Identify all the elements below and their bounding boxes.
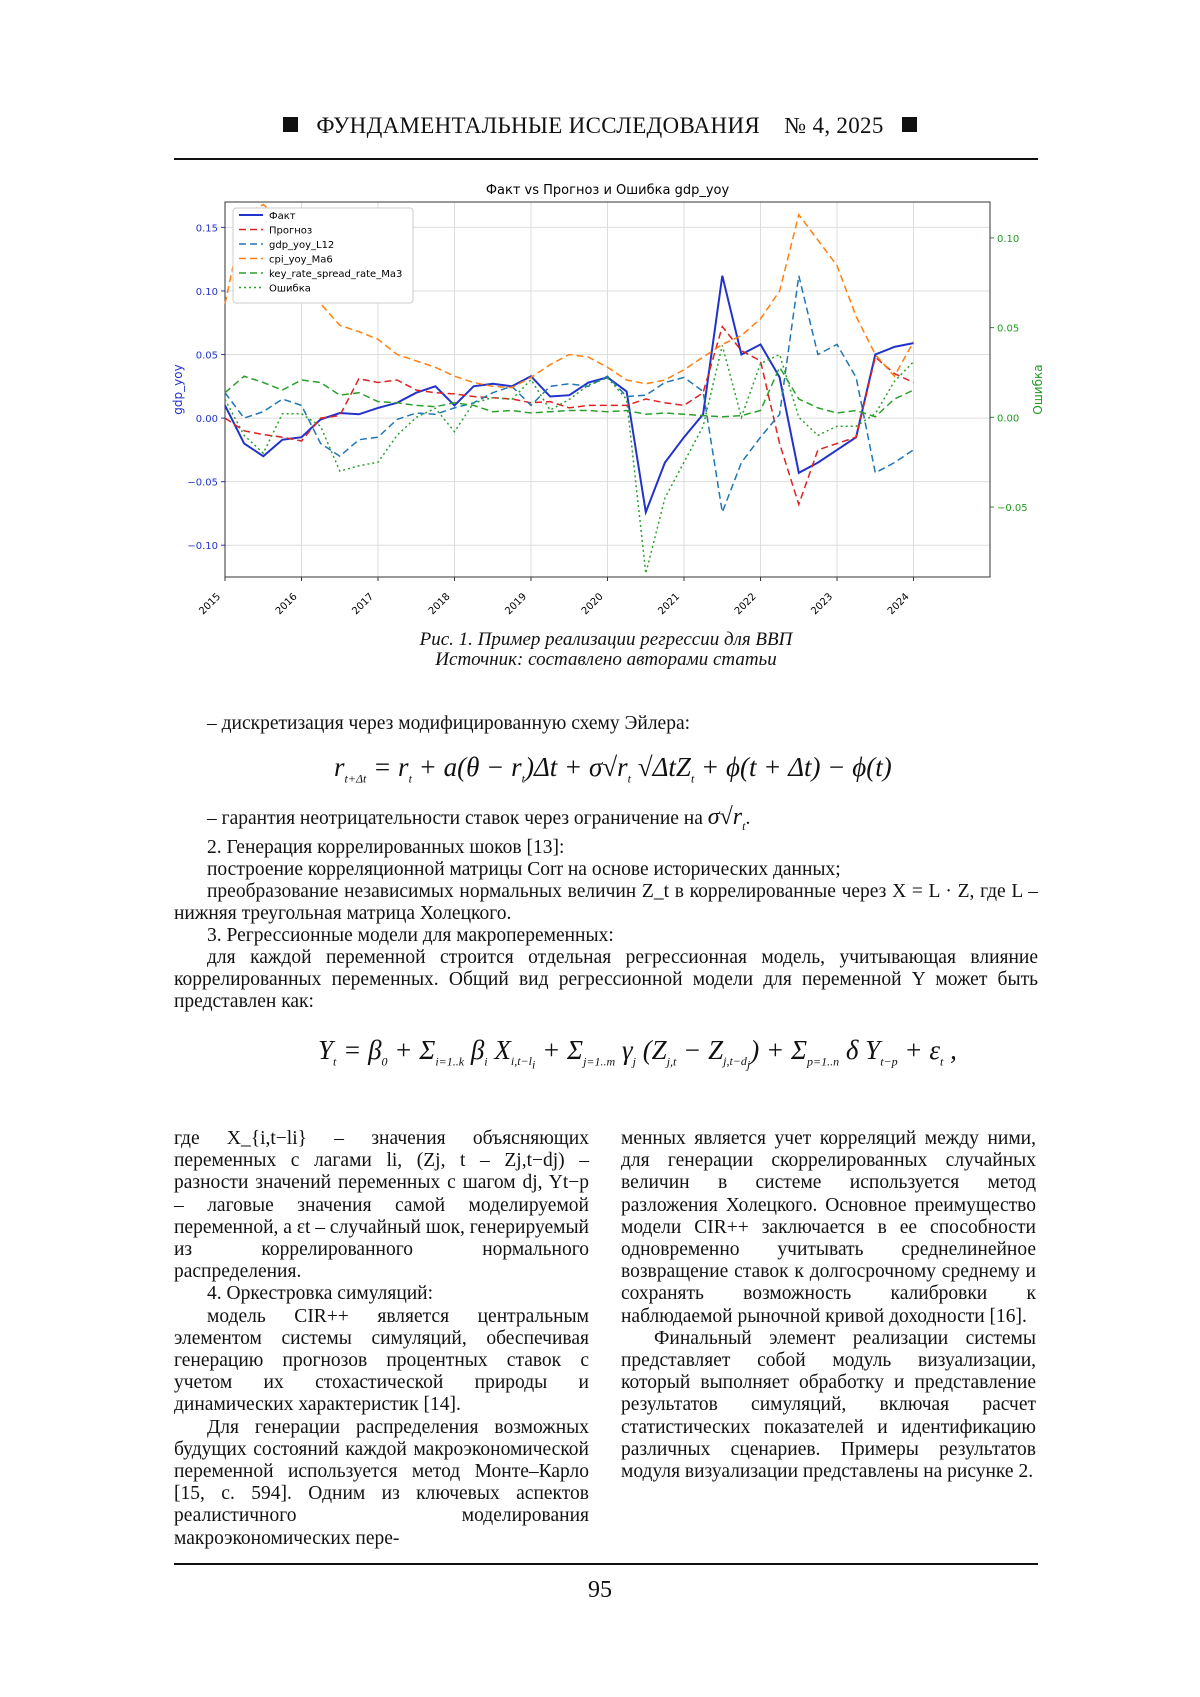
y-tick-label-right: 0.10 <box>997 233 1020 245</box>
col-paragraph: 4. Оркестровка симуляций: <box>207 1283 434 1305</box>
y-tick-label-left: 0.00 <box>195 414 218 426</box>
text-line: построение корреляционной матрицы Corr на основе исторических данных; <box>207 858 841 880</box>
chart-title: Факт vs Прогноз и Ошибка gdp_yoy <box>485 183 730 198</box>
legend-label: cpi_yoy_Ma6 <box>269 254 333 266</box>
figure-caption: Рис. 1. Пример реализации регрессии для ВВП <box>419 629 793 650</box>
text-line: для каждой переменной строится отдельная регрессионная модель, учитывающая влияние коррелированных переменных. Общий вид регрессионной модели для переменной Y может быть представлен как: <box>174 946 1038 1012</box>
y-tick-label-right: 0.00 <box>997 413 1020 425</box>
col-paragraph: менных является учет корреляций между ними, для генерации скоррелированных случайных величин в системе используется метод разложения Холецкого. Основное преимущество модели CIR++ заключается в ее способности одновременно учитывать среднелинейное возвращение ставок к долгосрочному среднему и сохранять возможность калибровки к наблюдаемой рыночной кривой доходности [16]. <box>621 1128 1036 1327</box>
y-tick-label-left: 0.15 <box>195 223 218 235</box>
y-tick-label-right: −0.05 <box>997 503 1028 515</box>
left-column <box>174 1128 589 1550</box>
x-tick-label: 2024 <box>885 591 912 618</box>
col-paragraph: Финальный элемент реализации системы представляет собой модуль визуализации, который выполняет обработку и представление результатов симуляций, включая расчет статистических показателей и идентификацию различных сценариев. Примеры результатов модуля визуализации представлены на рисунке 2. <box>621 1327 1036 1483</box>
x-tick-label: 2018 <box>426 591 453 618</box>
legend-label: key_rate_spread_rate_Ma3 <box>269 269 403 280</box>
journal-header <box>0 113 1200 139</box>
series-line-1 <box>225 327 914 505</box>
legend-label: Ошибка <box>269 283 311 295</box>
y-axis-label-left: gdp_yoy <box>171 364 185 415</box>
regression-chart <box>160 172 1045 618</box>
text-line: 3. Регрессионные модели для макропеременных: <box>207 924 614 946</box>
right-column <box>621 1128 1036 1483</box>
text-line: 2. Генерация коррелированных шоков [13]: <box>207 836 565 858</box>
series-line-2 <box>225 276 914 513</box>
footer-rule <box>174 1563 1038 1565</box>
paragraph-euler <box>174 713 1038 735</box>
x-tick-label: 2020 <box>579 591 606 618</box>
series-line-4 <box>225 367 914 417</box>
x-tick-label: 2021 <box>656 591 683 618</box>
col-paragraph: Для генерации распределения возможных будущих состояний каждой макроэкономической переменной используется метод Монте–Карло [15, с. 594]. Одним из ключевых аспектов реалистичного моделирования макроэкономических пере- <box>174 1416 589 1549</box>
text-block-1 <box>174 806 1038 1013</box>
col-paragraph: модель CIR++ является центральным элементом системы симуляций, обеспечивая генерацию прогнозов процентных ставок с учетом их стохастической природы и динамических характеристик [14]. <box>174 1305 589 1416</box>
header-square-left <box>283 117 298 132</box>
y-tick-label-right: 0.05 <box>997 323 1020 335</box>
formula-regression: $Y_t = \beta_0 + \Sigma_{i=1..k}$ $\beta_i$ $X_{i,t-l_i} + \Sigma_{j=1..m}$ $\gamma_j$ $(Z_{j,t} - Z_{j,t-d_j}) + \Sigma_{p=1..n}$ δ $Y_{t-p} + \varepsilon_t$ , <box>318 1035 957 1072</box>
page-number: 95 <box>588 1577 612 1603</box>
y-axis-label-right: Ошибка <box>1031 364 1045 415</box>
figure-source: Источник: составлено авторами статьи <box>435 649 777 670</box>
y-tick-label-left: −0.05 <box>187 477 218 489</box>
issue-number: № 4, 2025 <box>784 113 884 138</box>
header-square-right <box>902 117 917 132</box>
text-line: – дискретизация через модифицированную схему Эйлера: <box>207 713 691 734</box>
series-line-0 <box>225 276 914 513</box>
legend-label: Факт <box>269 211 296 222</box>
x-tick-label: 2015 <box>197 591 224 618</box>
x-tick-label: 2016 <box>273 591 300 618</box>
y-tick-label-left: 0.05 <box>195 350 218 362</box>
header-rule <box>174 158 1038 160</box>
col-paragraph: где X_{i,t−li} – значения объясняющих переменных с лагами li, (Zj, t – Zj,t−dj) – разности значений переменных с шагом dj, Yt−p – лаговые значения самой моделируемой переменной, а εt – случайный шок, генерируемый из коррелированного нормального распределения. <box>174 1128 589 1283</box>
y-tick-label-left: −0.10 <box>187 541 218 553</box>
x-tick-label: 2017 <box>350 591 377 618</box>
journal-title: ФУНДАМЕНТАЛЬНЫЕ ИССЛЕДОВАНИЯ <box>316 113 761 138</box>
legend-label: Прогноз <box>269 225 313 237</box>
legend-label: gdp_yoy_L12 <box>269 240 335 251</box>
y-tick-label-left: 0.10 <box>195 286 218 298</box>
x-tick-label: 2022 <box>732 591 759 618</box>
x-tick-label: 2023 <box>809 591 836 618</box>
series-line-5 <box>225 346 914 574</box>
formula-euler: $r_{t+\Delta t} = r_t + a(\theta - r_t)\Delta t + \sigma√r_t$ √ΔtZ$_t$ + ϕ(t + Δt) − ϕ(t) <box>334 752 892 786</box>
text-line: – гарантия неотрицательности ставок через ограничение на $\sigma√r_t$. <box>207 804 751 833</box>
x-tick-label: 2019 <box>503 591 530 618</box>
text-line: преобразование независимых нормальных величин Z_t в коррелированные через X = L · Z, где L – нижняя треугольная матрица Холецкого. <box>174 880 1038 924</box>
